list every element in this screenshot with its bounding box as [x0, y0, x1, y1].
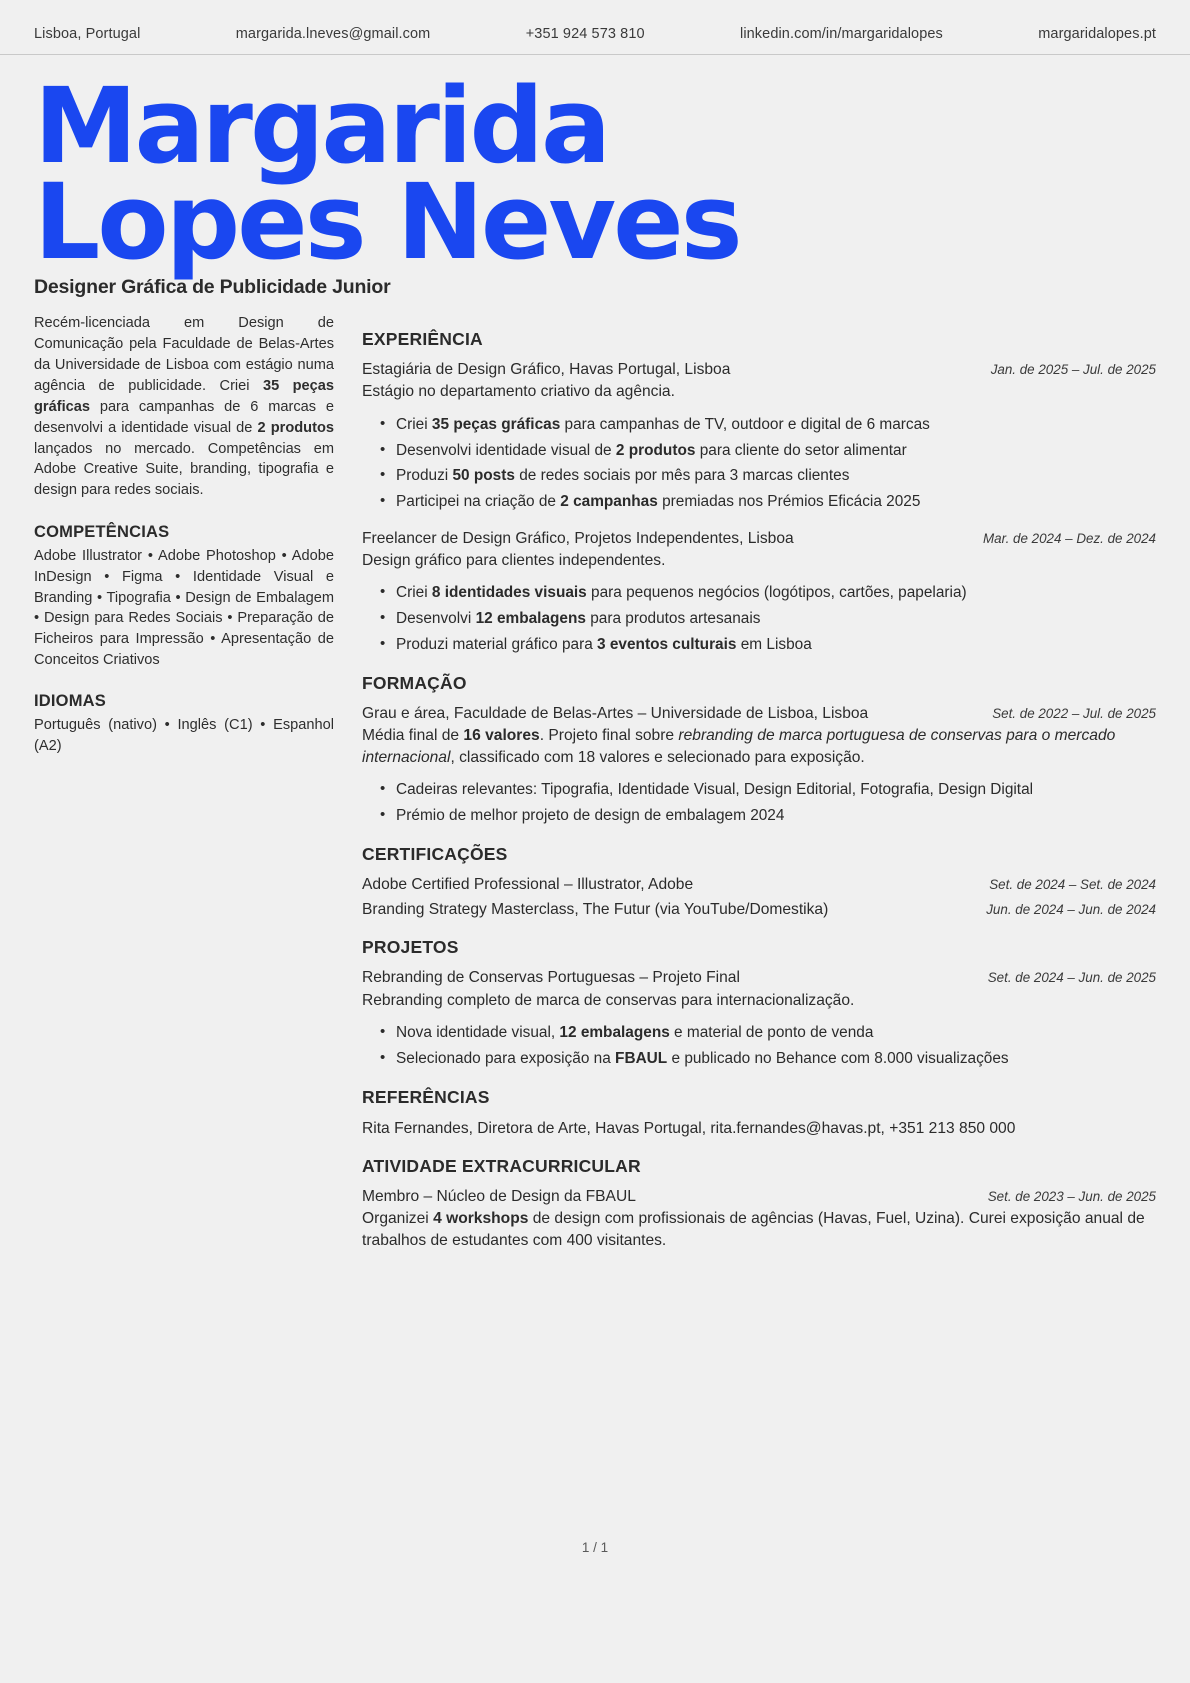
section-certificacoes: [362, 844, 1156, 921]
entry-title: Rebranding de Conservas Portuguesas – Projeto Final: [362, 969, 740, 987]
section-heading-projetos: PROJETOS: [362, 937, 459, 958]
entry-head: [362, 359, 1156, 381]
bullet-item: • Produzi 50 posts de redes sociais por mês para 3 marcas clientes: [396, 464, 1156, 488]
entry-subtitle: Estágio no departamento criativo da agência.: [362, 383, 675, 401]
bullet-item: • Participei na criação de 2 campanhas premiadas nos Prémios Eficácia 2025: [396, 490, 1156, 514]
sidebar-idiomas-text: Português (nativo) • Inglês (C1) • Espanhol (A2): [34, 717, 334, 755]
bullet-item: • Cadeiras relevantes: Tipografia, Identidade Visual, Design Editorial, Fotografia, Design Digital: [396, 778, 1156, 802]
bullet-item: • Desenvolvi identidade visual de 2 produtos para cliente do setor alimentar: [396, 439, 1156, 463]
certification-title: Branding Strategy Masterclass, The Futur (via YouTube/Domestika): [362, 901, 829, 919]
entry-bullets: [362, 413, 1156, 515]
name-block: [0, 55, 1190, 299]
job-title: Designer Gráfica de Publicidade Junior: [34, 276, 391, 299]
bullet-item: • Nova identidade visual, 12 embalagens e material de ponto de venda: [396, 1021, 1156, 1045]
experience-entry: [362, 359, 1156, 514]
contact-linkedin[interactable]: linkedin.com/in/margaridalopes: [740, 26, 943, 42]
certification-row: [362, 899, 1156, 921]
section-heading-referencias: REFERÊNCIAS: [362, 1086, 490, 1107]
extracurricular-entry: [362, 1186, 1156, 1252]
bullet-item: • Desenvolvi 12 embalagens para produtos artesanais: [396, 607, 1156, 631]
entry-title: Grau e área, Faculdade de Belas-Artes – Universidade de Lisboa, Lisboa: [362, 705, 869, 723]
sidebar-heading-idiomas: IDIOMAS: [34, 692, 106, 711]
section-heading-certificacoes: CERTIFICAÇÕES: [362, 844, 508, 865]
name-line-2: Lopes Neves: [34, 160, 740, 283]
resume-body: [0, 299, 1190, 1256]
entry-subtitle: Rebranding completo de marca de conservas para internacionalização.: [362, 991, 855, 1009]
entry-date: Set. de 2022 – Jul. de 2025: [992, 706, 1156, 722]
entry-subtitle: Design gráfico para clientes independentes.: [362, 552, 666, 570]
bullet-item: • Criei 35 peças gráficas para campanhas de TV, outdoor e digital de 6 marcas: [396, 413, 1156, 437]
project-entry: [362, 967, 1156, 1070]
sidebar-heading-competencias: COMPETÊNCIAS: [34, 523, 170, 542]
entry-title: Membro – Núcleo de Design da FBAUL: [362, 1187, 636, 1205]
entry-subtitle: Média final de 16 valores. Projeto final sobre rebranding de marca portuguesa de conservas para o mercado internacional, classificado com 18 valores e selecionado para exposição.: [362, 727, 1116, 767]
section-heading-experiencia: EXPERIÊNCIA: [362, 329, 483, 350]
section-projetos: [362, 937, 1156, 1070]
entry-bullets: [362, 581, 1156, 657]
entry-date: Set. de 2024 – Jun. de 2025: [987, 970, 1156, 986]
section-heading-formacao: FORMAÇÃO: [362, 673, 467, 694]
contact-email[interactable]: margarida.lneves@gmail.com: [235, 26, 431, 42]
entry-head: [362, 1186, 1156, 1208]
certification-row: [362, 874, 1156, 896]
section-formacao: [362, 673, 1156, 828]
sidebar-competencias-text: Adobe Illustrator • Adobe Photoshop • Adobe InDesign • Figma • Identidade Visual e Branding • Tipografia • Design de Embalagem • Design para Redes Sociais • Preparação de Ficheiros para Impressão • Apresentação de Conceitos Criativos: [34, 548, 334, 668]
education-entry: [362, 703, 1156, 828]
bullet-item: • Prémio de melhor projeto de design de embalagem 2024: [396, 804, 1156, 828]
bullet-item: • Selecionado para exposição na FBAUL e publicado no Behance com 8.000 visualizações: [396, 1047, 1156, 1071]
entry-title: Freelancer de Design Gráfico, Projetos Independentes, Lisboa: [362, 530, 794, 548]
entry-subtitle: Organizei 4 workshops de design com profissionais de agências (Havas, Fuel, Uzina). Curei exposição anual de trabalhos de estudantes com 400 visitantes.: [362, 1210, 1145, 1250]
contact-location: Lisboa, Portugal: [34, 26, 141, 42]
bullet-item: • Criei 8 identidades visuais para pequenos negócios (logótipos, cartões, papelaria): [396, 581, 1156, 605]
entry-bullets: [362, 1021, 1156, 1071]
certification-date: Set. de 2024 – Set. de 2024: [989, 877, 1156, 893]
contact-phone[interactable]: +351 924 573 810: [525, 26, 645, 42]
entry-head: [362, 703, 1156, 725]
sidebar: [34, 313, 334, 756]
section-experiencia: [362, 329, 1156, 657]
entry-date: Mar. de 2024 – Dez. de 2024: [983, 531, 1156, 547]
contact-bar: [0, 0, 1190, 55]
summary-paragraph: Recém-licenciada em Design de Comunicação pela Faculdade de Belas-Artes da Universidade de Lisboa com estágio numa agência de publicidade. Criei 35 peças gráficas para campanhas de 6 marcas e desenvolvi a identidade visual de 2 produtos lançados no mercado. Competências em Adobe Creative Suite, branding, tipografia e design para redes sociais.: [34, 315, 334, 499]
page-title: [34, 65, 1156, 283]
page-number: 1 / 1: [581, 1540, 609, 1555]
section-referencias: [362, 1087, 1156, 1140]
main-content: [362, 313, 1156, 1256]
section-extracurricular: [362, 1156, 1156, 1252]
entry-head: [362, 967, 1156, 989]
entry-title: Estagiária de Design Gráfico, Havas Portugal, Lisboa: [362, 361, 731, 379]
name-line-1: Margarida: [34, 65, 609, 187]
section-heading-extracurricular: ATIVIDADE EXTRACURRICULAR: [362, 1155, 641, 1176]
bullet-item: • Produzi material gráfico para 3 eventos culturais em Lisboa: [396, 633, 1156, 657]
entry-date: Jan. de 2025 – Jul. de 2025: [990, 362, 1156, 378]
entry-date: Set. de 2023 – Jun. de 2025: [987, 1188, 1156, 1204]
entry-bullets: [362, 778, 1156, 828]
reference-line: Rita Fernandes, Diretora de Arte, Havas Portugal, rita.fernandes@havas.pt, +351 213 850 000: [362, 1119, 1016, 1137]
certification-date: Jun. de 2024 – Jun. de 2024: [986, 902, 1156, 918]
contact-website[interactable]: margaridalopes.pt: [1038, 26, 1156, 42]
entry-head: [362, 528, 1156, 550]
page-footer: [0, 1540, 1190, 1555]
experience-entry: [362, 528, 1156, 657]
certification-title: Adobe Certified Professional – Illustrator, Adobe: [362, 876, 694, 894]
